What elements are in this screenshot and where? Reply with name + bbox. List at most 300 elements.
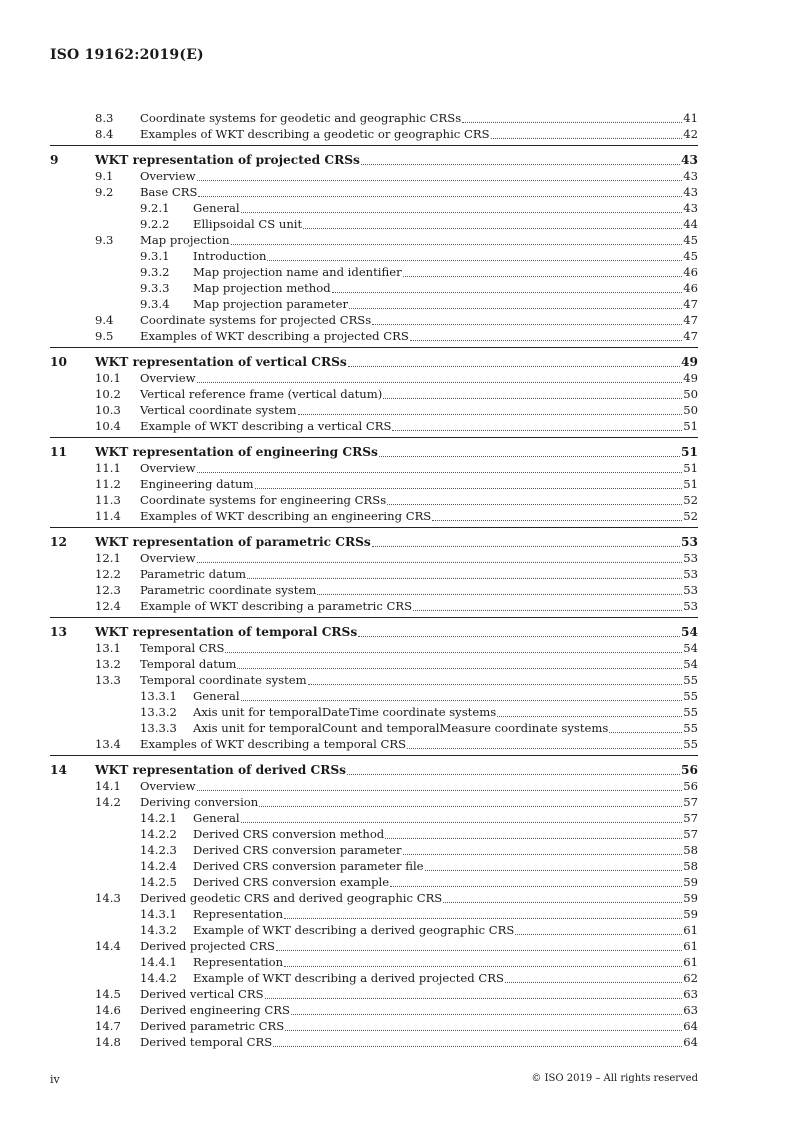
toc-entry-number: 12.4 xyxy=(95,599,121,613)
toc-entry-title-line xyxy=(193,280,698,296)
section-divider xyxy=(50,527,698,528)
toc-entry[interactable] xyxy=(50,810,698,826)
toc-entry-page: 59 xyxy=(683,891,698,905)
toc-entry-number: 9.4 xyxy=(95,313,114,327)
toc-dot-leader xyxy=(383,398,682,399)
toc-entry-number: 11.3 xyxy=(95,493,121,507)
toc-entry-title: Derived geodetic CRS and derived geographic CRS xyxy=(140,891,443,905)
toc-entry-title: Derived CRS conversion parameter file xyxy=(193,859,424,873)
toc-entry-title-line xyxy=(140,1034,698,1050)
toc-entry-title: General xyxy=(193,811,240,825)
toc-entry-number: 12.1 xyxy=(95,551,121,565)
toc-dot-leader xyxy=(515,934,682,935)
toc-dot-leader xyxy=(387,504,682,505)
toc-entry-title-line xyxy=(140,582,698,598)
toc-entry-number: 9.1 xyxy=(95,169,114,183)
toc-entry-title-line xyxy=(140,598,698,614)
toc-dot-leader xyxy=(285,1030,682,1031)
toc-chapter-entry[interactable] xyxy=(50,444,698,460)
toc-entry-title-line xyxy=(140,386,698,402)
toc-entry-title: Examples of WKT describing a projected CRS xyxy=(140,329,409,343)
toc-chapter-entry[interactable] xyxy=(50,152,698,168)
toc-entry-page: 51 xyxy=(683,461,698,475)
toc-entry-title: Overview xyxy=(140,169,196,183)
toc-entry-title: Example of WKT describing a derived geographic CRS xyxy=(193,923,515,937)
toc-entry[interactable] xyxy=(50,954,698,970)
toc-entry-title-line xyxy=(193,826,698,842)
toc-entry-title-line xyxy=(95,624,698,640)
toc-entry-title-line xyxy=(193,954,698,970)
toc-entry-page: 55 xyxy=(683,705,698,719)
toc-entry-title-line xyxy=(140,460,698,476)
toc-entry-title: Derived CRS conversion method xyxy=(193,827,385,841)
toc-entry[interactable] xyxy=(50,778,698,794)
toc-entry-title: Examples of WKT describing an engineering CRS xyxy=(140,509,432,523)
toc-dot-leader xyxy=(425,870,683,871)
toc-dot-leader xyxy=(231,244,683,245)
toc-entry-title: Derived CRS conversion parameter xyxy=(193,843,402,857)
toc-entry-page: 53 xyxy=(683,599,698,613)
toc-entry-title-line xyxy=(140,890,698,906)
toc-entry-title: Derived engineering CRS xyxy=(140,1003,290,1017)
toc-dot-leader xyxy=(225,652,682,653)
toc-entry-title: Vertical coordinate system xyxy=(140,403,297,417)
toc-entry-page: 52 xyxy=(683,493,698,507)
toc-entry-number: 12.3 xyxy=(95,583,121,597)
toc-entry-title: Example of WKT describing a parametric CRS xyxy=(140,599,413,613)
toc-entry-title-line xyxy=(140,126,698,142)
toc-entry-title-line xyxy=(95,534,698,550)
toc-dot-leader xyxy=(197,790,683,791)
toc-entry-title-line xyxy=(140,492,698,508)
toc-entry-title: Examples of WKT describing a geodetic or geographic CRS xyxy=(140,127,490,141)
toc-entry-number: 14.1 xyxy=(95,779,121,793)
toc-entry-title: Derived vertical CRS xyxy=(140,987,264,1001)
toc-entry-number: 9 xyxy=(50,153,59,167)
toc-entry-title-line xyxy=(140,736,698,752)
toc-entry-title-line xyxy=(140,168,698,184)
toc-entry[interactable] xyxy=(50,476,698,492)
toc-entry-title: Example of WKT describing a vertical CRS xyxy=(140,419,392,433)
toc-entry-page: 47 xyxy=(683,313,698,327)
toc-entry[interactable] xyxy=(50,328,698,344)
toc-entry-title: Representation xyxy=(193,907,284,921)
toc-dot-leader xyxy=(358,636,680,637)
toc-dot-leader xyxy=(284,966,682,967)
toc-entry-title-line xyxy=(193,688,698,704)
toc-entry[interactable] xyxy=(50,312,698,328)
toc-chapter-entry[interactable] xyxy=(50,762,698,778)
toc-entry[interactable] xyxy=(50,842,698,858)
toc-entry-title-line xyxy=(95,762,698,778)
toc-entry[interactable] xyxy=(50,1034,698,1050)
toc-entry-page: 53 xyxy=(681,535,698,549)
toc-entry-page: 51 xyxy=(681,445,698,459)
toc-entry-title: Parametric datum xyxy=(140,567,247,581)
toc-entry-number: 14.4 xyxy=(95,939,121,953)
toc-entry[interactable] xyxy=(50,184,698,200)
copyright-notice: © ISO 2019 – All rights reserved xyxy=(531,1073,698,1084)
toc-dot-leader xyxy=(267,260,682,261)
toc-entry-page: 52 xyxy=(683,509,698,523)
toc-dot-leader xyxy=(432,520,682,521)
toc-entry-number: 13.3.3 xyxy=(140,721,177,735)
toc-dot-leader xyxy=(259,806,682,807)
toc-entry-title-line xyxy=(193,858,698,874)
toc-entry-page: 54 xyxy=(683,657,698,671)
section-divider xyxy=(50,437,698,438)
section-divider xyxy=(50,145,698,146)
toc-entry[interactable] xyxy=(50,704,698,720)
toc-entry-title: General xyxy=(193,201,240,215)
toc-entry-page: 61 xyxy=(683,939,698,953)
toc-dot-leader xyxy=(410,340,682,341)
toc-dot-leader xyxy=(407,748,682,749)
toc-entry-title: Deriving conversion xyxy=(140,795,259,809)
toc-entry-title-line xyxy=(140,1018,698,1034)
toc-dot-leader xyxy=(241,822,683,823)
toc-entry-title-line xyxy=(193,296,698,312)
toc-dot-leader xyxy=(317,594,682,595)
toc-entry-title: Map projection method xyxy=(193,281,331,295)
toc-entry-number: 13.2 xyxy=(95,657,121,671)
toc-entry-number: 14.4.1 xyxy=(140,955,177,969)
toc-dot-leader xyxy=(308,684,683,685)
toc-entry-title-line xyxy=(140,794,698,810)
toc-entry-title-line xyxy=(193,248,698,264)
toc-entry-page: 53 xyxy=(683,567,698,581)
toc-dot-leader xyxy=(403,276,683,277)
toc-entry-title-line xyxy=(140,110,698,126)
toc-entry-title-line xyxy=(140,1002,698,1018)
toc-entry[interactable] xyxy=(50,688,698,704)
toc-entry-title-line xyxy=(193,874,698,890)
toc-entry-title: Parametric coordinate system xyxy=(140,583,317,597)
toc-dot-leader xyxy=(197,562,683,563)
toc-entry-number: 9.3.2 xyxy=(140,265,170,279)
toc-entry-title: Representation xyxy=(193,955,284,969)
toc-entry-page: 43 xyxy=(683,201,698,215)
toc-entry[interactable] xyxy=(50,386,698,402)
toc-dot-leader xyxy=(462,122,682,123)
toc-entry-page: 63 xyxy=(683,1003,698,1017)
toc-entry-title: Overview xyxy=(140,371,196,385)
toc-entry-page: 46 xyxy=(683,265,698,279)
toc-entry-number: 10.3 xyxy=(95,403,121,417)
toc-entry[interactable] xyxy=(50,232,698,248)
toc-entry[interactable] xyxy=(50,890,698,906)
toc-dot-leader xyxy=(197,180,683,181)
toc-entry-title-line xyxy=(193,906,698,922)
toc-entry[interactable] xyxy=(50,736,698,752)
toc-entry-title-line xyxy=(193,720,698,736)
toc-entry[interactable] xyxy=(50,640,698,656)
toc-dot-leader xyxy=(348,366,680,367)
toc-entry-page: 62 xyxy=(683,971,698,985)
toc-entry[interactable] xyxy=(50,922,698,938)
section-divider xyxy=(50,755,698,756)
toc-entry-title: Temporal CRS xyxy=(140,641,225,655)
toc-entry-number: 14.5 xyxy=(95,987,121,1001)
toc-entry-page: 43 xyxy=(683,169,698,183)
toc-entry[interactable] xyxy=(50,508,698,524)
toc-dot-leader xyxy=(291,1014,682,1015)
toc-entry-title: Example of WKT describing a derived projected CRS xyxy=(193,971,504,985)
toc-entry-title-line xyxy=(193,264,698,280)
toc-entry-number: 9.2 xyxy=(95,185,114,199)
toc-entry-number: 10.4 xyxy=(95,419,121,433)
toc-entry-title: Introduction xyxy=(193,249,267,263)
toc-entry-title-line xyxy=(140,640,698,656)
toc-dot-leader xyxy=(385,838,682,839)
toc-entry-number: 12 xyxy=(50,535,67,549)
toc-entry[interactable] xyxy=(50,296,698,312)
toc-entry[interactable] xyxy=(50,794,698,810)
toc-entry[interactable] xyxy=(50,126,698,142)
toc-entry-title-line xyxy=(140,476,698,492)
toc-entry[interactable] xyxy=(50,418,698,434)
toc-entry-page: 59 xyxy=(683,875,698,889)
toc-entry-number: 12.2 xyxy=(95,567,121,581)
toc-entry-page: 61 xyxy=(683,923,698,937)
toc-entry-title: WKT representation of derived CRSs xyxy=(95,763,346,777)
toc-entry-number: 11.1 xyxy=(95,461,121,475)
toc-entry-title-line xyxy=(140,508,698,524)
toc-entry-number: 14.3 xyxy=(95,891,121,905)
toc-entry-page: 44 xyxy=(683,217,698,231)
toc-entry-page: 55 xyxy=(683,721,698,735)
toc-entry-number: 11.4 xyxy=(95,509,121,523)
toc-entry[interactable] xyxy=(50,938,698,954)
toc-entry-title-line xyxy=(95,152,698,168)
toc-entry-number: 9.2.1 xyxy=(140,201,170,215)
toc-entry-page: 43 xyxy=(683,185,698,199)
table-of-contents xyxy=(50,110,698,1050)
toc-entry-number: 10 xyxy=(50,355,67,369)
toc-entry-title-line xyxy=(140,370,698,386)
toc-entry[interactable] xyxy=(50,1018,698,1034)
toc-entry-page: 42 xyxy=(683,127,698,141)
toc-entry[interactable] xyxy=(50,672,698,688)
toc-entry-title: Axis unit for temporalCount and temporalMeasure coordinate systems xyxy=(193,721,609,735)
toc-dot-leader xyxy=(347,774,680,775)
toc-entry[interactable] xyxy=(50,402,698,418)
toc-entry-title: Map projection name and identifier xyxy=(193,265,402,279)
toc-entry-title: Coordinate systems for engineering CRSs xyxy=(140,493,387,507)
toc-dot-leader xyxy=(361,164,680,165)
toc-entry[interactable] xyxy=(50,970,698,986)
toc-entry[interactable] xyxy=(50,598,698,614)
toc-entry[interactable] xyxy=(50,216,698,232)
toc-dot-leader xyxy=(443,902,682,903)
toc-entry-number: 9.3.4 xyxy=(140,297,170,311)
toc-entry-title-line xyxy=(140,402,698,418)
toc-entry-number: 13.4 xyxy=(95,737,121,751)
toc-entry[interactable] xyxy=(50,986,698,1002)
toc-dot-leader xyxy=(265,998,683,999)
toc-dot-leader xyxy=(303,228,682,229)
toc-entry-page: 63 xyxy=(683,987,698,1001)
toc-entry-page: 51 xyxy=(683,477,698,491)
toc-entry-number: 13.1 xyxy=(95,641,121,655)
toc-dot-leader xyxy=(247,578,682,579)
toc-entry-title-line xyxy=(140,418,698,434)
toc-entry-number: 8.3 xyxy=(95,111,114,125)
toc-entry-number: 9.3.3 xyxy=(140,281,170,295)
toc-entry-title: Coordinate systems for projected CRSs xyxy=(140,313,372,327)
toc-entry-page: 49 xyxy=(683,371,698,385)
toc-entry[interactable] xyxy=(50,248,698,264)
toc-dot-leader xyxy=(197,382,683,383)
toc-dot-leader xyxy=(392,430,682,431)
toc-entry-title: WKT representation of temporal CRSs xyxy=(95,625,358,639)
toc-entry-page: 57 xyxy=(683,795,698,809)
toc-entry-page: 55 xyxy=(683,737,698,751)
toc-entry-title-line xyxy=(140,656,698,672)
toc-dot-leader xyxy=(403,854,683,855)
toc-entry-title-line xyxy=(140,550,698,566)
toc-chapter-entry[interactable] xyxy=(50,624,698,640)
toc-entry-number: 14.3.2 xyxy=(140,923,177,937)
toc-entry-title-line xyxy=(193,842,698,858)
toc-entry[interactable] xyxy=(50,492,698,508)
toc-entry-title: Derived temporal CRS xyxy=(140,1035,273,1049)
toc-entry[interactable] xyxy=(50,110,698,126)
toc-entry-page: 61 xyxy=(683,955,698,969)
toc-entry-title: WKT representation of vertical CRSs xyxy=(95,355,347,369)
toc-entry-page: 43 xyxy=(681,153,698,167)
toc-entry-title: Vertical reference frame (vertical datum) xyxy=(140,387,383,401)
toc-entry-title-line xyxy=(140,312,698,328)
toc-entry[interactable] xyxy=(50,906,698,922)
toc-entry-number: 13.3 xyxy=(95,673,121,687)
toc-dot-leader xyxy=(241,212,683,213)
toc-entry-number: 14.4.2 xyxy=(140,971,177,985)
toc-entry-page: 56 xyxy=(683,779,698,793)
toc-entry-page: 45 xyxy=(683,233,698,247)
toc-entry-number: 9.5 xyxy=(95,329,114,343)
toc-entry-page: 50 xyxy=(683,387,698,401)
toc-entry-title-line xyxy=(95,354,698,370)
toc-entry-number: 14.3.1 xyxy=(140,907,177,921)
toc-entry-title-line xyxy=(193,970,698,986)
toc-entry-number: 14.8 xyxy=(95,1035,121,1049)
toc-entry[interactable] xyxy=(50,200,698,216)
toc-entry-page: 64 xyxy=(683,1019,698,1033)
toc-entry-page: 54 xyxy=(683,641,698,655)
toc-entry[interactable] xyxy=(50,582,698,598)
toc-entry-page: 64 xyxy=(683,1035,698,1049)
toc-entry-title-line xyxy=(193,922,698,938)
toc-entry[interactable] xyxy=(50,460,698,476)
toc-entry-page: 53 xyxy=(683,583,698,597)
toc-dot-leader xyxy=(372,546,680,547)
toc-entry[interactable] xyxy=(50,550,698,566)
toc-entry-title-line xyxy=(140,328,698,344)
toc-entry-title-line xyxy=(193,216,698,232)
toc-entry[interactable] xyxy=(50,370,698,386)
toc-entry-page: 55 xyxy=(683,673,698,687)
toc-entry-page: 55 xyxy=(683,689,698,703)
toc-entry[interactable] xyxy=(50,720,698,736)
toc-chapter-entry[interactable] xyxy=(50,354,698,370)
toc-entry-number: 14.2.1 xyxy=(140,811,177,825)
toc-chapter-entry[interactable] xyxy=(50,534,698,550)
toc-dot-leader xyxy=(505,982,682,983)
toc-entry-page: 58 xyxy=(683,843,698,857)
toc-dot-leader xyxy=(241,700,683,701)
toc-entry[interactable] xyxy=(50,566,698,582)
toc-entry-title: WKT representation of parametric CRSs xyxy=(95,535,371,549)
toc-entry[interactable] xyxy=(50,826,698,842)
toc-entry[interactable] xyxy=(50,656,698,672)
toc-entry-page: 57 xyxy=(683,827,698,841)
toc-dot-leader xyxy=(379,456,680,457)
toc-dot-leader xyxy=(197,472,683,473)
toc-dot-leader xyxy=(273,1046,682,1047)
toc-entry-title: WKT representation of engineering CRSs xyxy=(95,445,378,459)
toc-dot-leader xyxy=(284,918,682,919)
toc-entry[interactable] xyxy=(50,1002,698,1018)
toc-entry[interactable] xyxy=(50,874,698,890)
toc-entry-number: 14.2.5 xyxy=(140,875,177,889)
toc-entry-title-line xyxy=(140,938,698,954)
toc-entry-page: 59 xyxy=(683,907,698,921)
toc-entry-page: 47 xyxy=(683,297,698,311)
document-header: ISO 19162:2019(E) xyxy=(50,47,204,63)
toc-entry-title: WKT representation of projected CRSs xyxy=(95,153,360,167)
toc-entry[interactable] xyxy=(50,168,698,184)
toc-entry-number: 14.2.4 xyxy=(140,859,177,873)
toc-entry-title: Temporal coordinate system xyxy=(140,673,307,687)
toc-entry-number: 9.3 xyxy=(95,233,114,247)
toc-entry-title-line xyxy=(140,986,698,1002)
toc-entry-number: 14.2.3 xyxy=(140,843,177,857)
toc-dot-leader xyxy=(255,488,683,489)
toc-entry-title-line xyxy=(140,566,698,582)
toc-entry-title-line xyxy=(95,444,698,460)
toc-entry-number: 14.2 xyxy=(95,795,121,809)
toc-dot-leader xyxy=(276,950,682,951)
toc-entry-title: Derived projected CRS xyxy=(140,939,275,953)
toc-entry-title: Temporal datum xyxy=(140,657,237,671)
toc-dot-leader xyxy=(298,414,683,415)
toc-entry-page: 56 xyxy=(681,763,698,777)
toc-entry[interactable] xyxy=(50,858,698,874)
toc-entry-title-line xyxy=(140,672,698,688)
page-number: iv xyxy=(50,1073,60,1086)
section-divider xyxy=(50,617,698,618)
toc-entry[interactable] xyxy=(50,280,698,296)
toc-entry-title-line xyxy=(140,232,698,248)
toc-dot-leader xyxy=(349,308,682,309)
toc-entry-number: 8.4 xyxy=(95,127,114,141)
toc-entry-title: Derived CRS conversion example xyxy=(193,875,390,889)
toc-entry-number: 14.7 xyxy=(95,1019,121,1033)
toc-entry[interactable] xyxy=(50,264,698,280)
toc-entry-title: Overview xyxy=(140,779,196,793)
toc-dot-leader xyxy=(609,732,682,733)
toc-entry-page: 53 xyxy=(683,551,698,565)
toc-entry-title: Map projection xyxy=(140,233,230,247)
toc-entry-number: 11 xyxy=(50,445,67,459)
toc-entry-title: General xyxy=(193,689,240,703)
toc-entry-title: Coordinate systems for geodetic and geographic CRSs xyxy=(140,111,462,125)
toc-dot-leader xyxy=(198,196,682,197)
toc-dot-leader xyxy=(332,292,683,293)
toc-entry-title: Overview xyxy=(140,461,196,475)
toc-entry-title-line xyxy=(140,184,698,200)
